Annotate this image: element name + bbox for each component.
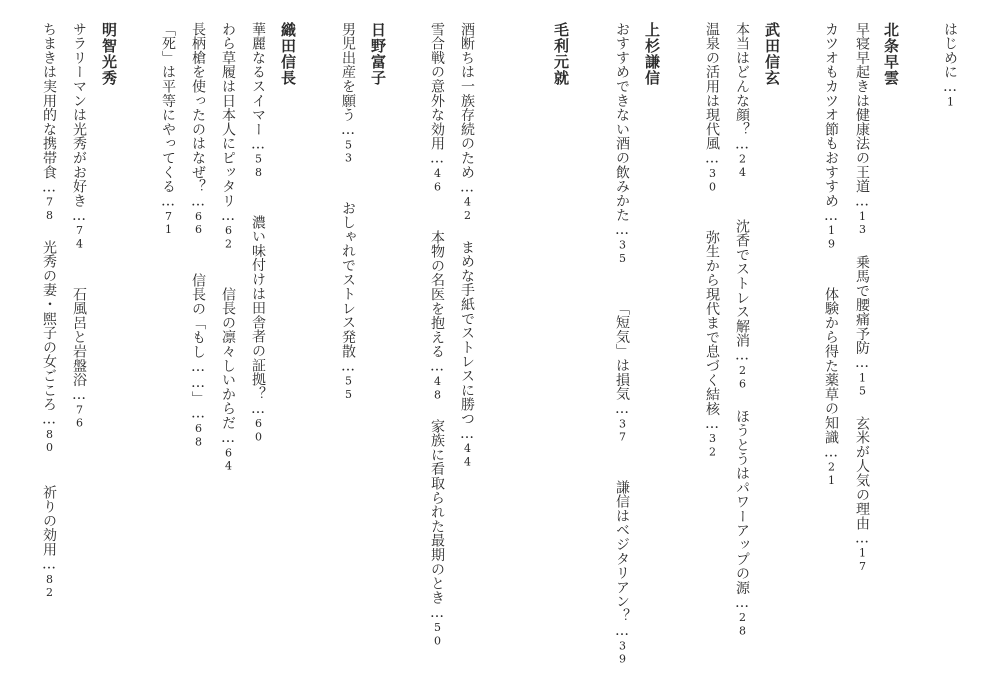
toc-entry[interactable]: 家族に看取られた最期のとき…50 — [429, 419, 445, 649]
chapter-heading-hojo: 北条早雲 — [882, 22, 900, 86]
toc-entry[interactable]: 信長の凛々しいからだ…64 — [220, 286, 236, 473]
chapter-heading-akechi: 明智光秀 — [100, 22, 118, 86]
toc-column — [40, 22, 58, 599]
toc-entry[interactable]: 乗馬で腰痛予防…15 — [854, 254, 870, 398]
toc-entry[interactable]: 濃い味付けは田舎者の証拠？…60 — [250, 215, 266, 445]
toc-entry[interactable]: 光秀の妻・煕子の女ごころ…80 — [41, 240, 57, 455]
toc-entry[interactable]: 弥生から現代まで息づく結核…32 — [704, 229, 720, 459]
toc-column — [339, 22, 357, 401]
toc-entry[interactable]: 信長の「もし……」…68 — [190, 272, 206, 449]
chapter-heading-takeda: 武田信玄 — [763, 22, 781, 86]
toc-entry[interactable]: 本物の名医を抱える…48 — [429, 229, 445, 402]
toc-column — [853, 22, 871, 573]
toc-entry[interactable]: 石風呂と岩盤浴…76 — [71, 286, 87, 430]
toc-entry-intro[interactable]: はじめに…1 — [942, 22, 958, 109]
toc-entry[interactable]: 「死」は平等にやってくる…71 — [160, 22, 176, 237]
toc-entry[interactable]: おしゃれでストレス発散…55 — [340, 201, 356, 402]
toc-column — [613, 22, 631, 666]
toc-column — [219, 22, 237, 473]
toc-entry[interactable]: 男児出産を願う…53 — [340, 22, 356, 166]
toc-entry[interactable]: ほうとうはパワーアップの源…28 — [734, 408, 750, 638]
toc-entry[interactable]: 沈香でストレス解消…26 — [734, 219, 750, 391]
toc-entry[interactable]: 本当はどんな顔？…24 — [734, 22, 750, 180]
toc-entry[interactable]: 謙信はベジタリアン？…39 — [614, 480, 630, 667]
toc-column — [70, 22, 88, 430]
chapter-heading-uesugi: 上杉謙信 — [643, 22, 661, 86]
toc-column — [822, 22, 840, 487]
toc-entry[interactable]: 華麗なるスイマー…58 — [250, 22, 266, 180]
toc-entry[interactable]: 長柄槍を使ったのはなぜ？…66 — [190, 22, 206, 237]
toc-entry[interactable]: 「短気」は損気…37 — [614, 301, 630, 445]
toc-column — [458, 22, 476, 469]
toc-entry[interactable]: 玄米が人気の理由…17 — [854, 415, 870, 573]
toc-entry[interactable]: 祈りの効用…82 — [41, 484, 57, 600]
toc-column — [428, 22, 446, 648]
chapter-heading-hino: 日野富子 — [369, 22, 387, 86]
toc-entry[interactable]: 早寝早起きは健康法の王道…13 — [854, 22, 870, 237]
toc-entry[interactable]: まめな手紙でストレスに勝つ…44 — [459, 240, 475, 470]
toc-column — [733, 22, 751, 638]
toc-entry[interactable]: わら草履は日本人にピッタリ…62 — [220, 22, 236, 251]
toc-entry[interactable]: おすすめできない酒の飲みかた…35 — [614, 22, 630, 266]
toc-entry[interactable]: ちまきは実用的な携帯食…78 — [41, 22, 57, 223]
toc-column — [703, 22, 721, 458]
toc-column — [189, 22, 207, 448]
toc-entry[interactable]: 雪合戦の意外な効用…46 — [429, 22, 445, 194]
toc-column — [159, 22, 177, 237]
chapter-heading-oda: 織田信長 — [279, 22, 297, 86]
toc-column — [249, 22, 267, 444]
toc-entry[interactable]: カツオもカツオ節もおすすめ…19 — [823, 22, 839, 251]
toc-entry[interactable]: サラリーマンは光秀がお好き…74 — [71, 22, 87, 251]
toc-entry[interactable]: 酒断ちは一族存続のため…42 — [459, 22, 475, 223]
toc-entry[interactable]: 温泉の活用は現代風…30 — [704, 22, 720, 194]
chapter-heading-mori: 毛利元就 — [552, 22, 570, 86]
toc-entry[interactable]: 体験から得た薬草の知識…21 — [823, 286, 839, 488]
toc-column — [941, 22, 959, 109]
